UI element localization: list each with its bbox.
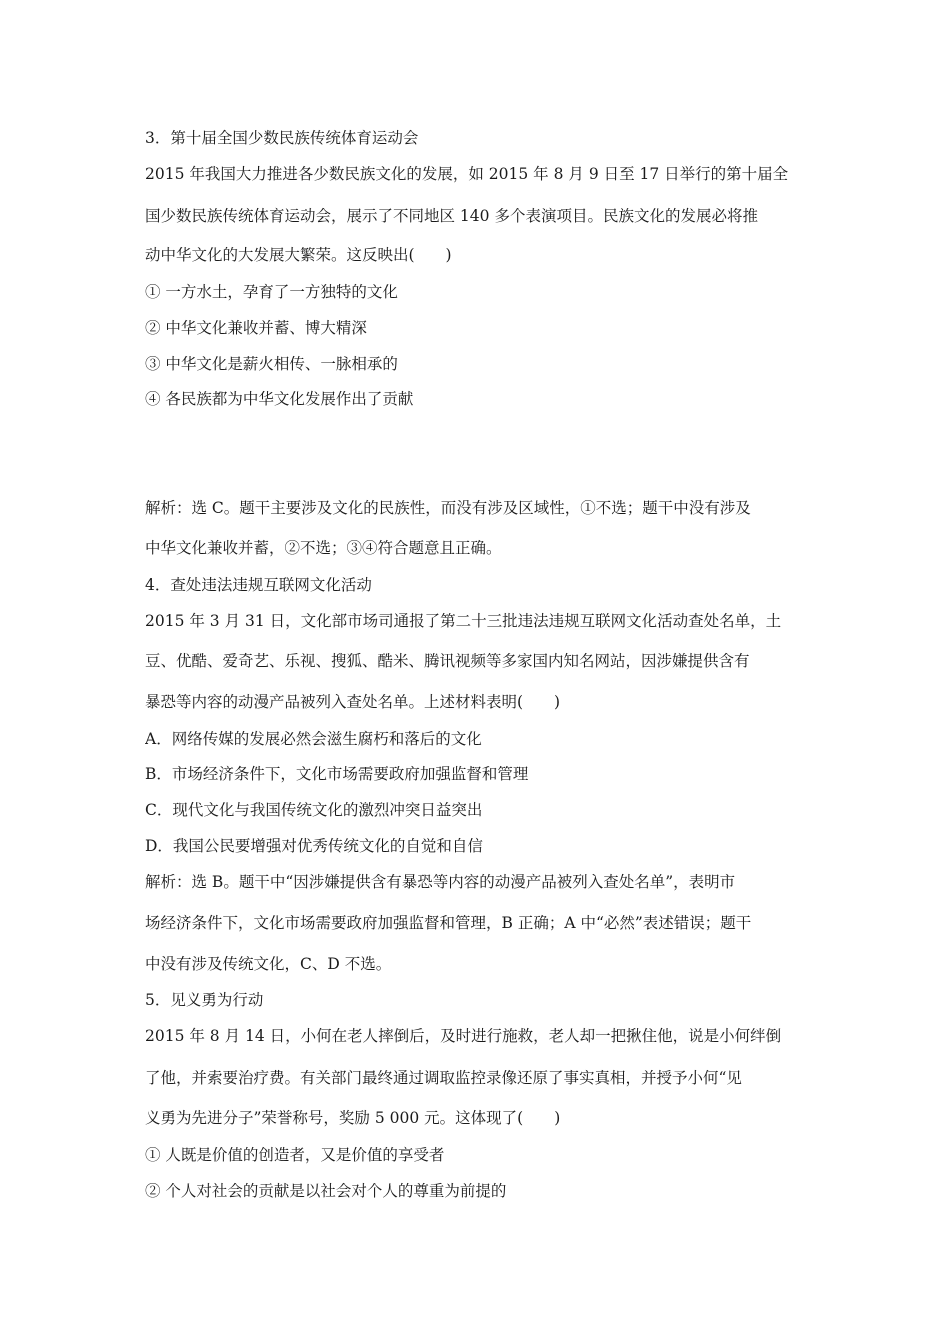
question-4-stem-line-2: 豆、优酷、爱奇艺、乐视、搜狐、酷米、腾讯视频等多家国内知名网站，因涉嫌提供含有 [145, 652, 750, 670]
question-3-stem-line-2: 国少数民族传统体育运动会，展示了不同地区 140 多个表演项目。民族文化的发展必将推 [145, 207, 758, 225]
question-4-analysis-line-2: 场经济条件下，文化市场需要政府加强监督和管理，B 正确；A 中“必然”表述错误；题干 [145, 914, 752, 932]
question-4-option-d: D．我国公民要增强对优秀传统文化的自觉和自信 [145, 837, 483, 855]
question-4-option-b: B．市场经济条件下，文化市场需要政府加强监督和管理 [145, 765, 529, 783]
question-3-item-2: ② 中华文化兼收并蓄、博大精深 [145, 319, 367, 337]
question-3-title: 3．第十届全国少数民族传统体育运动会 [145, 129, 419, 147]
question-5-stem-line-2: 了他，并索要治疗费。有关部门最终通过调取监控录像还原了事实真相，并授予小何“见 [145, 1069, 742, 1087]
question-5-stem-line-3: 义勇为先进分子”荣誉称号，奖励 5 000 元。这体现了( ) [145, 1109, 561, 1127]
question-5-item-2: ② 个人对社会的贡献是以社会对个人的尊重为前提的 [145, 1182, 507, 1200]
question-3-stem-line-1: 2015 年我国大力推进各少数民族文化的发展，如 2015 年 8 月 9 日至 17 日举行的第十届全 [145, 165, 789, 183]
question-3-item-1: ① 一方水土，孕育了一方独特的文化 [145, 283, 398, 301]
question-4-analysis-line-3: 中没有涉及传统文化，C、D 不选。 [145, 955, 392, 973]
question-3-analysis-line-1: 解析：选 C。题干主要涉及文化的民族性，而没有涉及区域性，①不选；题干中没有涉及 [145, 499, 751, 517]
question-3-stem-line-3: 动中华文化的大发展大繁荣。这反映出( ) [145, 246, 452, 264]
question-4-stem-line-3: 暴恐等内容的动漫产品被列入查处名单。上述材料表明( ) [145, 693, 561, 711]
question-3-item-4: ④ 各民族都为中华文化发展作出了贡献 [145, 390, 414, 408]
question-4-title: 4．查处违法违规互联网文化活动 [145, 576, 372, 594]
question-5-stem-line-1: 2015 年 8 月 14 日，小何在老人摔倒后，及时进行施救，老人却一把揪住他，说是小何绊倒 [145, 1027, 782, 1045]
question-4-option-c: C．现代文化与我国传统文化的激烈冲突日益突出 [145, 801, 483, 819]
question-5-item-1: ① 人既是价值的创造者，又是价值的享受者 [145, 1146, 445, 1164]
question-5-title: 5．见义勇为行动 [145, 991, 264, 1009]
question-4-option-a: A．网络传媒的发展必然会滋生腐朽和落后的文化 [145, 730, 482, 748]
question-3-item-3: ③ 中华文化是薪火相传、一脉相承的 [145, 355, 398, 373]
question-4-stem-line-1: 2015 年 3 月 31 日，文化部市场司通报了第二十三批违法违规互联网文化活动查处名单，土 [145, 612, 782, 630]
question-4-analysis-line-1: 解析：选 B。题干中“因涉嫌提供含有暴恐等内容的动漫产品被列入查处名单”，表明市 [145, 873, 736, 891]
question-3-analysis-line-2: 中华文化兼收并蓄，②不选；③④符合题意且正确。 [145, 539, 502, 557]
